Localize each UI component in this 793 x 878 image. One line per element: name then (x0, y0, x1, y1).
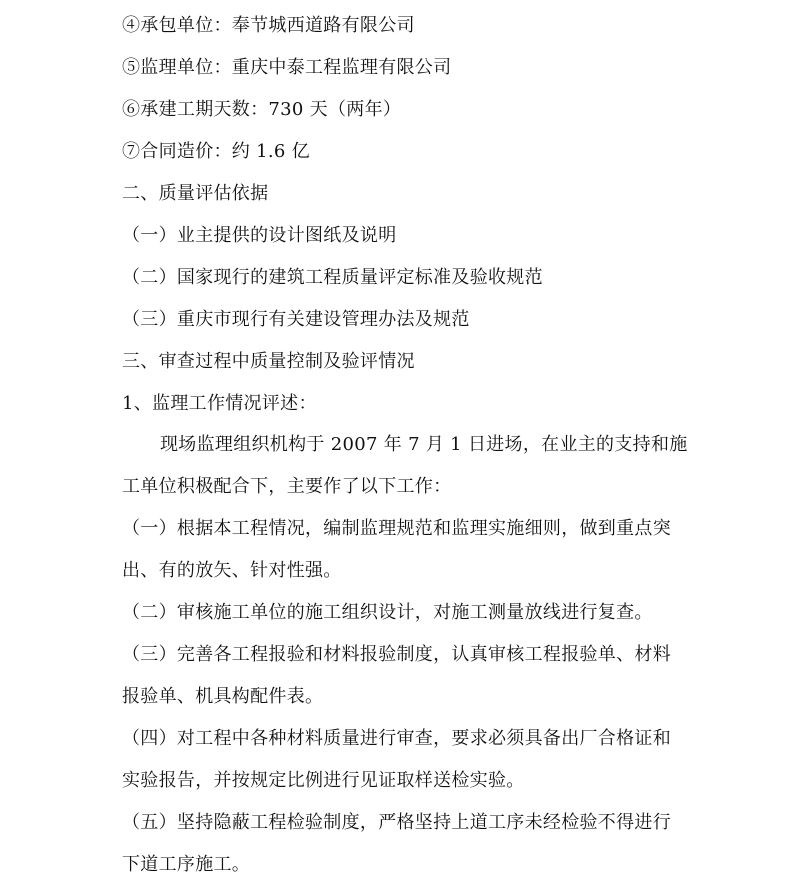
work-item-5-line-2: 下道工序施工。 (122, 854, 251, 875)
basis-item-1: （一）业主提供的设计图纸及说明 (122, 225, 397, 246)
work-item-5-line-1: （五）坚持隐蔽工程检验制度，严格坚持上道工序未经检验不得进行 (122, 812, 671, 833)
work-item-3-line-1: （三）完善各工程报验和材料报验制度，认真审核工程报验单、材料 (122, 644, 671, 665)
basis-item-3: （三）重庆市现行有关建设管理办法及规范 (122, 309, 470, 330)
work-item-1-line-2: 出、有的放矢、针对性强。 (122, 560, 342, 581)
work-item-3-line-2: 报验单、机具构配件表。 (122, 686, 324, 707)
contractor-line: ④承包单位：奉节城西道路有限公司 (122, 15, 415, 36)
paragraph-line-1: 现场监理组织机构于 2007 年 7 月 1 日进场，在业主的支持和施 (160, 434, 688, 455)
work-item-2: （二）审核施工单位的施工组织设计，对施工测量放线进行复查。 (122, 602, 653, 623)
basis-item-2: （二）国家现行的建筑工程质量评定标准及验收规范 (122, 267, 543, 288)
work-item-4-line-1: （四）对工程中各种材料质量进行审查，要求必须具备出厂合格证和 (122, 728, 671, 749)
supervisor-line: ⑤监理单位：重庆中泰工程监理有限公司 (122, 57, 452, 78)
contract-price-line: ⑦合同造价：约 1.6 亿 (122, 141, 310, 162)
work-item-4-line-2: 实验报告，并按规定比例进行见证取样送检实验。 (122, 770, 525, 791)
section-heading-3: 三、审查过程中质量控制及验评情况 (122, 351, 415, 372)
paragraph-line-2: 工单位积极配合下，主要作了以下工作： (122, 476, 452, 497)
section-heading-2: 二、质量评估依据 (122, 183, 269, 204)
subheading-1: 1、监理工作情况评述： (122, 393, 317, 414)
duration-line: ⑥承建工期天数：730 天（两年） (122, 99, 402, 120)
work-item-1-line-1: （一）根据本工程情况，编制监理规范和监理实施细则，做到重点突 (122, 518, 671, 539)
